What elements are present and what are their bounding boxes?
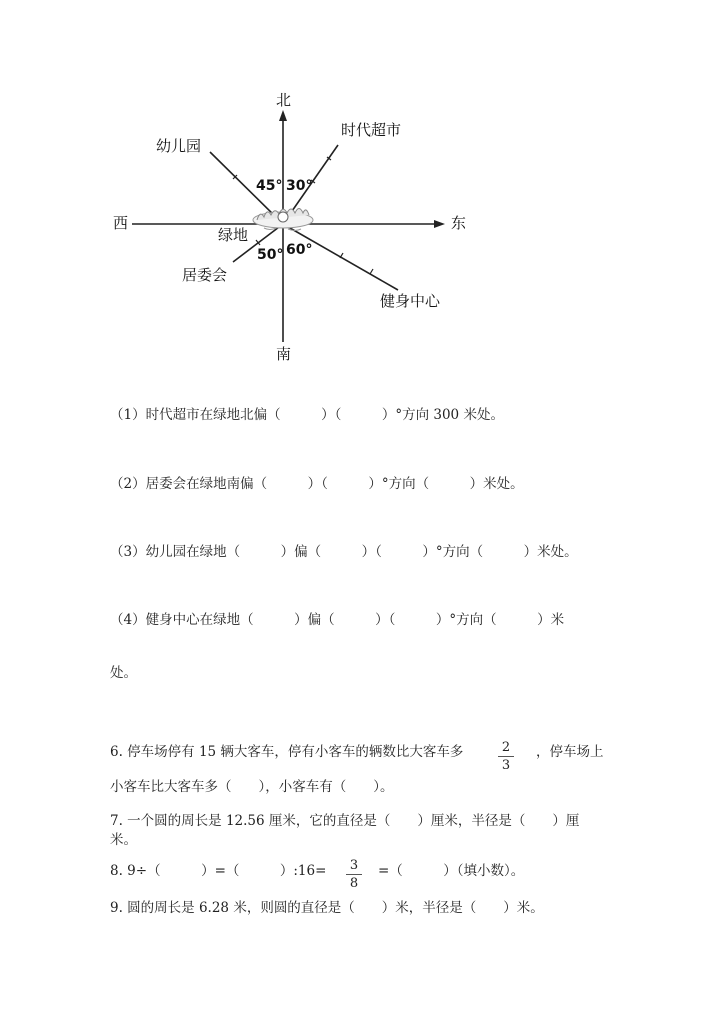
fitness-label: 健身中心 (380, 292, 441, 310)
compass-diagram (0, 0, 720, 380)
question-2: （2）居委会在绿地南偏（ ）（ ）°方向（ ）米处。 (110, 476, 524, 492)
question-6-tail: ，停车场上 (536, 744, 604, 760)
north-label: 北 (276, 91, 292, 109)
green-area-icon (253, 209, 313, 231)
west-label: 西 (113, 214, 129, 232)
fraction-three-eighths (346, 859, 362, 890)
question-3: （3）幼儿园在绿地（ ）偏（ ）（ ）°方向（ ）米处。 (110, 544, 578, 560)
angle-60-label: 60° (286, 242, 313, 258)
center-label: 绿地 (218, 226, 249, 244)
question-7-continued: 米。 (110, 832, 137, 848)
kindergarten-label: 幼儿园 (156, 137, 202, 155)
question-6: 6. 停车场停有 15 辆大客车，停有小客车的辆数比大客车多 (110, 744, 464, 760)
question-8-tail: =（ ）（填小数）。 (378, 863, 525, 879)
angle-30-label: 30° (286, 178, 313, 194)
east-arrow-icon (434, 220, 445, 228)
question-9: 9. 圆的周长是 6.28 米，则圆的直径是（ ）米，半径是（ ）米。 (110, 900, 544, 916)
fraction-numerator: 3 (349, 858, 359, 873)
fraction-numerator: 2 (501, 740, 511, 755)
east-label: 东 (451, 214, 467, 232)
fraction-denominator: 8 (349, 876, 359, 891)
fraction-two-thirds (498, 741, 514, 772)
north-arrow-icon (279, 110, 287, 121)
angle-50-label: 50° (257, 247, 284, 263)
south-label: 南 (276, 345, 292, 363)
supermarket-label: 时代超市 (341, 121, 402, 139)
question-1: （1）时代超市在绿地北偏（ ）（ ）°方向 300 米处。 (110, 407, 504, 423)
question-6-continued: 小客车比大客车多（ ），小客车有（ ）。 (110, 779, 394, 795)
committee-label: 居委会 (182, 266, 228, 284)
question-7: 7. 一个圆的周长是 12.56 厘米，它的直径是（ ）厘米，半径是（ ）厘 (110, 813, 580, 829)
question-4-continued: 处。 (110, 665, 137, 681)
question-8: 8. 9÷（ ）=（ ）:16= (110, 863, 327, 879)
angle-45-label: 45° (256, 178, 283, 194)
question-4: （4）健身中心在绿地（ ）偏（ ）（ ）°方向（ ）米 (110, 612, 565, 628)
fraction-denominator: 3 (501, 758, 511, 773)
